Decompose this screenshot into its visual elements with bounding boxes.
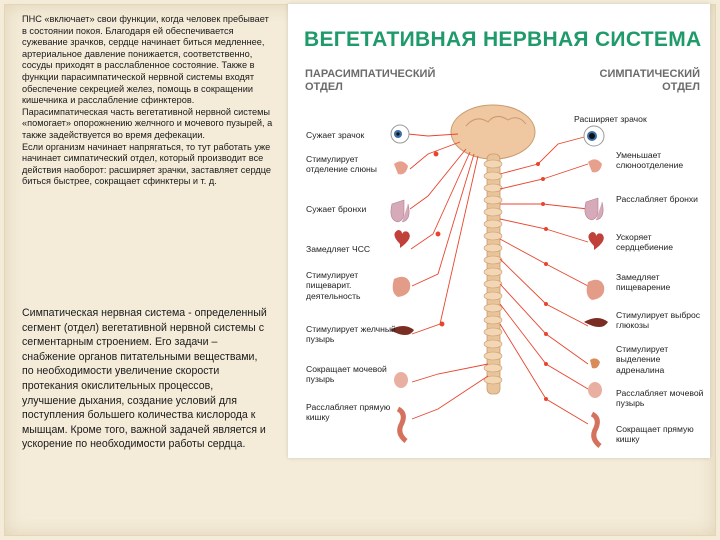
symp-label-adrenaline: Стимулирует выделение адреналина xyxy=(616,344,669,375)
heart-right xyxy=(588,232,603,250)
lungs-right xyxy=(585,198,603,220)
figure-title: ВЕГЕТАТИВНАЯ НЕРВНАЯ СИСТЕМА xyxy=(304,28,702,51)
symp-label-glucose: Стимулирует выброс глюкозы xyxy=(616,310,701,331)
right-organs xyxy=(584,126,608,446)
para-label-saliva: Стимулирует отделение слюны xyxy=(306,154,377,175)
paragraph-sympathetic-action: Если организм начинает напрягаться, то тут работать уже начинает симпатический отдел, который производит все действия наоборот: расширяет зрачки, заставляет сердце биться быстрее, сокращает сфинктеры и т. д. xyxy=(22,141,272,187)
nervous-system-figure xyxy=(288,4,710,458)
stomach-right xyxy=(587,280,605,300)
spinal-column xyxy=(484,154,502,394)
para-label-heart: Замедляет ЧСС xyxy=(306,244,371,254)
rectum-left xyxy=(398,409,406,441)
adrenal-right xyxy=(590,358,600,368)
text-column xyxy=(22,14,274,188)
symp-label-digestion: Замедляет пищеварение xyxy=(616,272,671,293)
sympathetic-nerves xyxy=(500,136,588,424)
symp-label-pupil: Расширяет зрачок xyxy=(574,114,647,124)
symp-label-heart: Ускоряет сердцебиение xyxy=(616,232,674,253)
sympathetic-header-text: СИМПАТИЧЕСКИЙ ОТДЕЛ xyxy=(599,68,700,93)
para-label-bladder: Сокращает мочевой пузырь xyxy=(306,364,387,385)
eye-right xyxy=(584,126,604,146)
para-label-rectum: Расслабляет прямую кишку xyxy=(306,402,391,423)
symp-label-saliva: Уменьшает слюноотделение xyxy=(616,150,684,171)
paragraph-pns: ПНС «включает» свои функции, когда человек пребывает в состоянии покоя. Благодаря ей обеспечивается сужевание зрачков, сердце начинает биться медленнее, артериальное давление понижается, соответственно, сосуды приходят в расслабленное состояние. Также в функции парасимпатической нервной системы входят обеспечение секрецией желез, помощь в сокращении кишечника и расслабление сфинктеров. Парасимпатическая часть вегетативной нервной системы «помогает» опорожнению желчного и мочевого пузырей, а также задействуется во время дефекации. xyxy=(22,14,273,140)
parasympathetic-nerves xyxy=(408,134,488,419)
salivary-gland-right xyxy=(588,159,602,172)
parasympathetic-header-text: ПАРАСИМПАТИЧЕСКИЙ ОТДЕЛ xyxy=(305,68,436,93)
para-label-gallbladder: Стимулирует желчный пузырь xyxy=(306,324,396,345)
para-label-digestion: Стимулирует пищеварит. деятельность xyxy=(306,270,361,301)
symp-label-rectum: Сокращает прямую кишку xyxy=(616,424,694,445)
brain-shape xyxy=(451,105,535,159)
para-label-bronchi: Сужает бронхи xyxy=(306,204,367,214)
rectum-right xyxy=(592,414,600,446)
paragraph-sympathetic-system: Симпатическая нервная система - определенный сегмент (отдел) вегетативной нервной системы с сегментарным строением. Его задачи – снабжение органов питательными веществами, по необходимости увеличение скорости протекания окислительных процессов, улучшение дыхания, создание условий для поступления большего количества кислорода к мышцам. Кроме того, важной задачей является и ускорение по необходимости работы сердца. xyxy=(22,307,267,451)
bladder-right xyxy=(588,382,602,398)
symp-label-bladder: Расслабляет мочевой пузырь xyxy=(616,388,704,409)
symp-label-bronchi: Расслабляет бронхи xyxy=(616,194,698,204)
para-label-pupil: Сужает зрачок xyxy=(306,130,365,140)
